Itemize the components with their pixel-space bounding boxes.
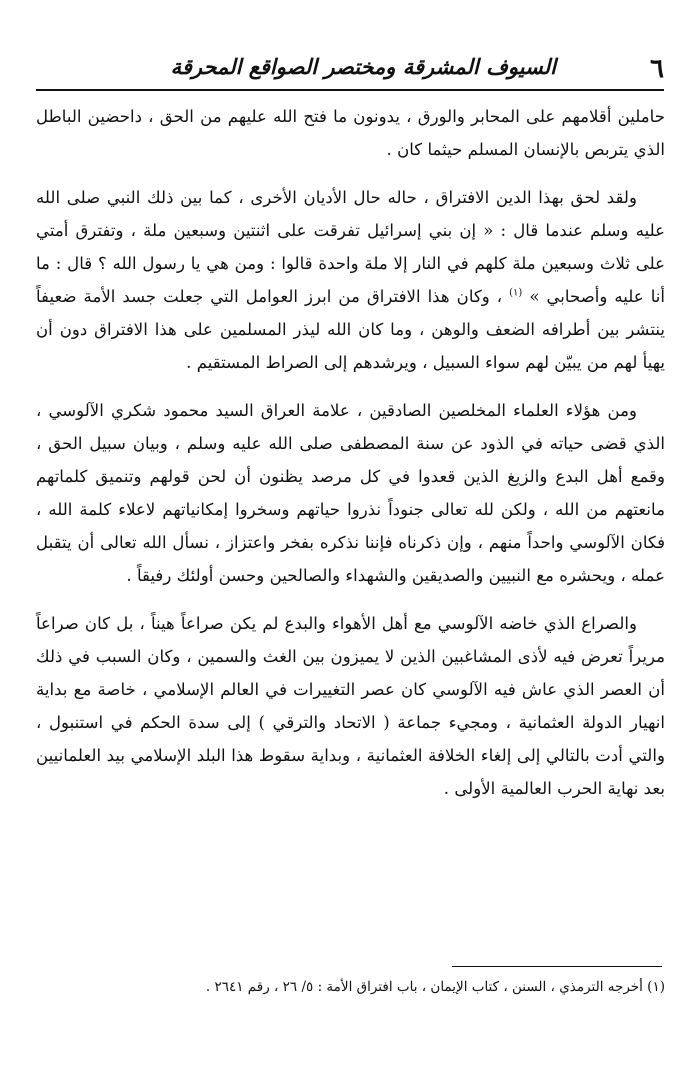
running-title: السيوف المشرقة ومختصر الصواقع المحرقة [170, 54, 556, 79]
footnote-rule [452, 966, 662, 967]
paragraph-3: ومن هؤلاء العلماء المخلصين الصادقين ، علامة العراق السيد محمود شكري الآلوسي ، الذي قضى حياته في الذود عن سنة المصطفى صلى الله عليه وسلم ، وبيان سبيل الحق ، وقمع أهل البدع والزيغ الذين قعدوا في كل مرصد يظنون أن لحن قولهم وتنميق كلماتهم مانعتهم من الله ، ولكن لله تعالى جنوداً نذروا حياتهم وسخروا إمكانياتهم لاعلاء كلمة الله ، فكان الآلوسي واحداً منهم ، وإن ذكرناه فإننا نذكره بفخر واعتزاز ، نسأل الله تعالى أن يتقبل عمله ، ويحشره مع النبيين والصديقين والشهداء والصالحين وحسن أولئك رفيقاً . [36, 401, 665, 585]
page-header [36, 52, 664, 96]
header-rule [36, 89, 664, 91]
paragraph-2 [36, 181, 665, 379]
paragraph-2-continuation: ، وكان هذا الافتراق من ابرز العوامل التي جعلت جسد الأمة ضعيفاً ينتشر بين أطرافه الضعف والوهن ، وما كان الله ليذر المسلمين على هذا الافتراق دون أن يهيأ لهم من يبيّن لهم سواء السبيل ، ويرشدهم إلى الصراط المستقيم . [36, 287, 665, 372]
paragraph-4: والصراع الذي خاضه الآلوسي مع أهل الأهواء والبدع لم يكن صراعاً هيناً ، بل كان صراعاً مريراً تعرض فيه لأذى المشاغبين الذين لا يميزون بين الغث والسمين ، وكان السبب في ذلك أن العصر الذي عاش فيه الآلوسي كان عصر التغييرات في العالم الإسلامي ، خاصة مع بداية انهيار الدولة العثمانية ، ومجيء جماعة ( الاتحاد والترقي ) إلى سدة الحكم في استنبول ، والتي أدت بالتالي إلى إلغاء الخلافة العثمانية ، وبداية سقوط هذا البلد الإسلامي بيد العلمانيين بعد نهاية الحرب العالمية الأولى . [36, 614, 665, 798]
page-number: ٦ [650, 54, 664, 84]
footnote-reference: (١) [509, 287, 523, 299]
footnote: (١) أخرجه الترمذي ، السنن ، كتاب الإيمان ، باب افتراق الأمة : ٥/ ٢٦ ، رقم ٢٦٤١ . [205, 979, 665, 995]
body-text [36, 100, 665, 820]
paragraph-1: حاملين أقلامهم على المحابر والورق ، يدونون ما فتح الله عليهم من الحق ، داحضين الباطل الذي يتربص بالإنسان المسلم حيثما كان . [36, 107, 665, 159]
paragraph-2-text: ولقد لحق بهذا الدين الافتراق ، حاله حال الأديان الأخرى ، كما بين ذلك النبي صلى الله عليه وسلم عندما قال : « إن بني إسرائيل تفرقت على اثنتين وسبعين ملة ، وتفترق أمتي على ثلاث وسبعين ملة كلهم في النار إلا ملة واحدة قالوا : ومن هي يا رسول الله ؟ قال : ما أنا عليه وأصحابي » [36, 188, 665, 306]
